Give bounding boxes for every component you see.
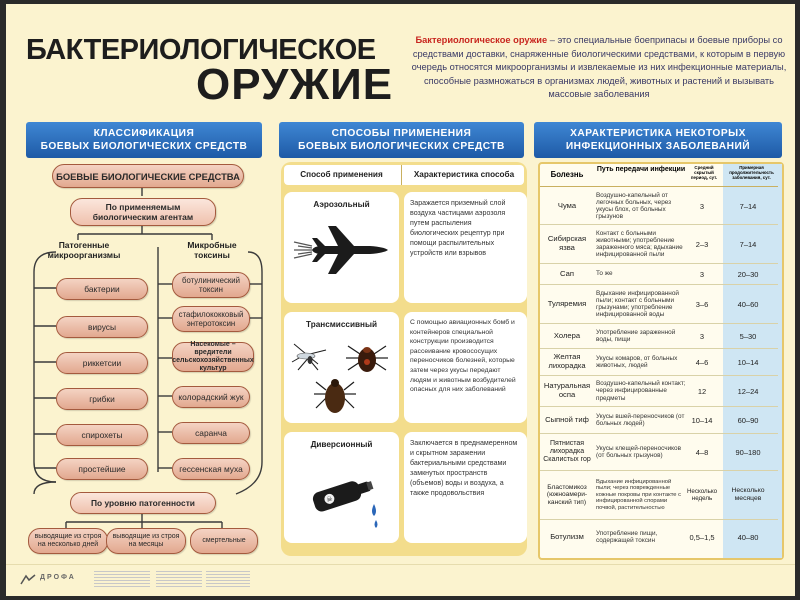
pathogens-title: Патогенные микроорганизмы [47,240,121,260]
disease-duration: 60–90 [737,415,759,425]
header-disease: Болезнь [550,170,584,179]
column-header-diseases: ХАРАКТЕРИСТИКА НЕКОТОРЫХ ИНФЕКЦИОННЫХ ЗАБОЛЕВАНИЙ [534,122,782,158]
disease-path: Укусы вшей-переносчиков (от больных людей) [596,412,685,427]
toxins-title: Микробные токсины [187,240,237,260]
pathogenicity-level: смертельные [190,528,258,554]
disease-latent: 2–3 [695,239,709,249]
disease-name: Сыпной тиф [545,414,589,424]
method-card [284,432,399,543]
disease-duration: 40–60 [737,299,759,309]
disease-row [540,376,778,407]
disease-latent: 12 [697,386,707,396]
methods-panel [281,162,527,556]
title-line-1: БАКТЕРИОЛОГИЧЕСКОЕ [26,34,376,66]
svg-text:☠: ☠ [325,494,334,505]
disease-latent: Несколько недель [686,488,718,502]
pathogen-item: спирохеты [56,424,148,446]
diseases-table [538,162,784,560]
header-duration: Примерная продолжительность заболевания, сут. [729,165,774,180]
disease-latent: 3 [699,201,705,211]
disease-name: Холера [553,330,581,340]
method-name: Аэрозольный [313,200,370,209]
insects-icon [288,336,396,418]
method-row-diversion [284,432,527,545]
disease-row [540,434,778,471]
drofa-logo-icon [20,573,36,585]
methods-header-col1: Способ применения [300,170,383,179]
disease-row [540,285,778,324]
methods-table-header [284,165,524,185]
disease-path: Воздушно-капельный от легочных больных, через укусы блох, от больных грызунов [596,191,672,221]
disease-name: Сибирская язва [547,234,587,252]
disease-duration: 20–30 [737,269,759,279]
pathogen-item: бактерии [56,278,148,300]
disease-row [540,520,778,554]
poster [6,4,795,596]
disease-duration: 90–180 [735,447,761,457]
disease-path: То же [596,270,613,278]
pathogenicity-level: выводящие из строя на месяцы [106,528,186,554]
publisher-name: ДРОФА [40,574,76,581]
method-name: Диверсионный [310,440,373,449]
method-name: Трансмиссивный [306,320,377,329]
methods-header-col2: Характеристика способа [413,170,515,179]
disease-path: Употребление пищи, содержащей токсин [596,529,658,544]
by-pathogenicity-node: По уровню патогенности [70,492,216,514]
disease-name: Бластомикоз (южноамери-канский тип) [546,483,588,506]
disease-latent: 10–14 [691,415,713,425]
method-description: Заключается в преднамеренном и скрытном заражении бактериальными средствами замкнутых пространств (объемов) воды и воздуха, а также продовольствия [404,432,527,543]
airplane-icon [292,220,392,280]
method-row-transmissive [284,312,527,425]
intro-term: Бактериологическое оружие [415,35,548,45]
disease-path: Укусы комаров, от больных животных, людей [596,354,678,369]
disease-duration: Несколько месяцев [731,487,765,502]
column-header-classification: КЛАССИФИКАЦИЯ БОЕВЫХ БИОЛОГИЧЕСКИХ СРЕДСТВ [26,122,262,158]
footer [6,564,795,596]
disease-latent: 3 [699,269,705,279]
disease-name: Натуральная оспа [543,381,591,399]
toxin-item: ботулинический токсин [172,272,250,298]
disease-latent: 3–6 [695,299,709,309]
header-path: Путь передачи инфекции [596,166,686,173]
header-latent: Средний скрытый период, сут. [690,165,718,180]
method-card [284,312,399,423]
disease-row [540,188,778,225]
column-header-methods: СПОСОБЫ ПРИМЕНЕНИЯ БОЕВЫХ БИОЛОГИЧЕСКИХ СРЕДСТВ [279,122,524,158]
disease-duration: 40–80 [737,532,759,542]
disease-path: Вдыхание инфицированной пыли; через поврежденные кожные покровы при контакте с инфицированной спорами почвой, растительностью [596,478,682,511]
pest-item: колорадский жук [172,386,250,408]
disease-name: Туляремия [547,298,587,308]
pest-item: гессенская муха [172,458,250,480]
disease-path: Контакт с больными животными; употребление зараженного мяса; вдыхание инфицированной пыли [596,229,683,259]
pathogenicity-level: выводящие из строя на несколько дней [28,528,108,554]
intro-definition: – это специальные боеприпасы и боевые приборы со средствами доставки, снаряженные биологическими средствами, к которым в первую очередь относятся микроорганизмы и извлекаемые из них инфекционные материалы, способные размножаться в организмах людей, животных и растений и вызывать массовые заболевания [411,35,787,100]
disease-latent: 3 [699,331,705,341]
pathogen-item: грибки [56,388,148,410]
disease-path: Воздушно-капельный контакт; через инфицированные предметы [596,380,686,402]
toxin-item: стафилококковый энтеротоксин [172,306,250,332]
method-description: Заражается приземный слой воздуха частицами аэрозоля путем распыления биологических рецептур при помощи распылительных устройств или взрывов [404,192,527,303]
method-card [284,192,399,303]
disease-latent: 4–8 [695,447,709,457]
disease-path: Употребление зараженной воды, пищи [596,328,676,343]
classification-root: БОЕВЫЕ БИОЛОГИЧЕСКИЕ СРЕДСТВА [52,164,244,188]
disease-duration: 10–14 [737,357,759,367]
disease-row [540,225,778,264]
disease-path: Вдыхание инфицированной пыли; контакт с больными грызунами; употребление инфицированной воды [596,289,679,319]
disease-row [540,471,778,520]
diseases-table-header [540,164,778,187]
pathogen-item: вирусы [56,316,148,338]
disease-duration: 7–14 [739,201,757,211]
disease-path: Укусы клещей-переносчиков (от больных грызунов) [596,444,681,459]
bottle-icon [304,462,384,532]
method-description: С помощью авиационных бомб и контейнеров специальной конструкции производится рассеивание кровососущих переносчиков болезней, которые затем через укусы передают людям и животным возбудителей опасных для них заболеваний [404,312,527,423]
disease-name: Пятнистая лихорадка Скалистых гор [543,440,591,463]
disease-duration: 12–24 [737,386,759,396]
disease-name: Желтая лихорадка [548,352,586,370]
intro-text [408,34,790,102]
disease-name: Сап [560,268,574,278]
method-row-aerosol [284,192,527,305]
disease-name: Ботулизм [550,531,584,541]
disease-row [540,264,778,285]
pathogen-item: риккетсии [56,352,148,374]
pest-item: саранча [172,422,250,444]
by-agents-node: По применяемым биологическим агентам [70,198,216,226]
disease-latent: 4–6 [695,357,709,367]
disease-row [540,349,778,376]
disease-latent: 0,5–1,5 [689,532,715,542]
disease-duration: 5–30 [739,331,757,341]
disease-row [540,407,778,434]
pathogen-item: простейшие [56,458,148,480]
pests-title: Насекомые – вредители сельскохозяйственных культур [172,341,254,372]
title-line-2: ОРУЖИЕ [196,60,394,109]
disease-duration: 7–14 [739,239,757,249]
disease-name: Чума [557,200,577,210]
disease-row [540,324,778,349]
classification-panel [26,162,266,562]
